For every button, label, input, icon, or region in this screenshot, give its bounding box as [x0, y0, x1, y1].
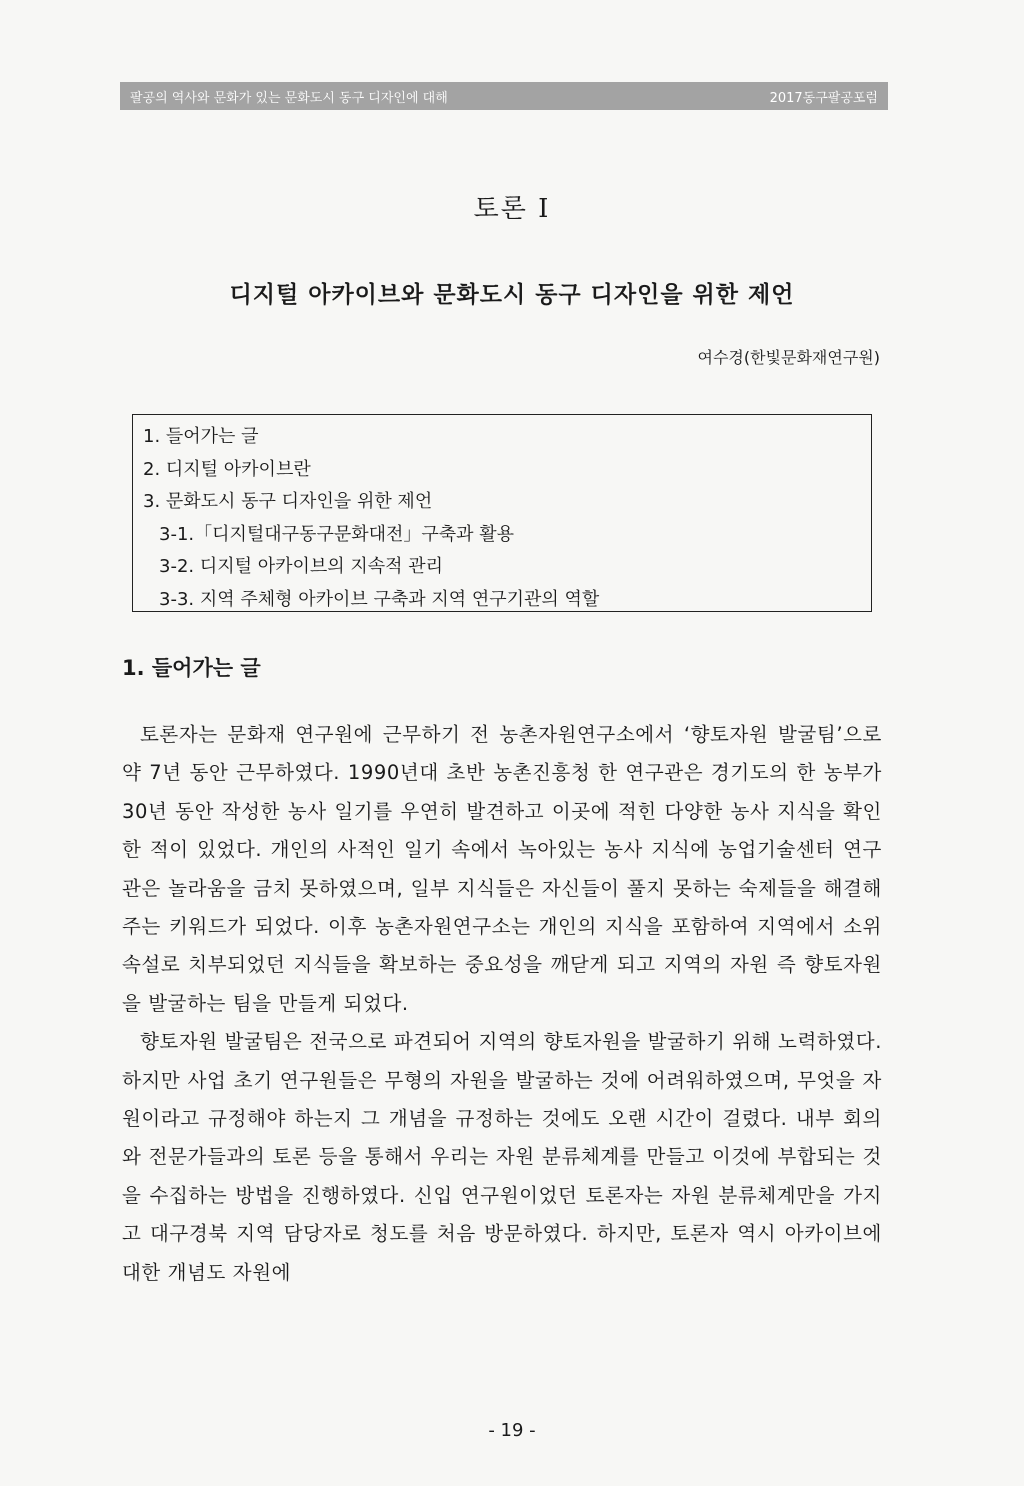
toc-item-3: 3. 문화도시 동구 디자인을 위한 제언	[143, 491, 433, 512]
toc-item-3-3: 3-3. 지역 주체형 아카이브 구축과 지역 연구기관의 역할	[159, 588, 600, 610]
body-text	[122, 716, 882, 1292]
table-of-contents	[132, 414, 872, 612]
toc-item-3-1: 3-1.「디지털대구동구문화대전」구축과 활용	[159, 523, 515, 545]
page-title: 디지털 아카이브와 문화도시 동구 디자인을 위한 제언	[229, 282, 795, 308]
paragraph: 향토자원 발굴팀은 전국으로 파견되어 지역의 향토자원을 발굴하기 위해 노력하였다. 하지만 사업 초기 연구원들은 무형의 자원을 발굴하는 것에 어려워하였으며, 무엇을 자원이라고 규정해야 하는지 그 개념을 규정하는 것에도 오랜 시간이 걸렸다. 내부 회의와 전문가들과의 토론 등을 통해서 우리는 자원 분류체계를 만들고 이것에 부합되는 것을 수집하는 방법을 진행하였다. 신입 연구원이었던 토론자는 자원 분류체계만을 가지고 대구경북 지역 담당자로 청도를 처음 방문하였다. 하지만, 토론자 역시 아카이브에 대한 개념도 자원에	[122, 1030, 882, 1284]
toc-item-1: 1. 들어가는 글	[143, 426, 259, 447]
header-right-text: 2017동구팔공포럼	[769, 90, 878, 106]
section-heading: 1. 들어가는 글	[122, 656, 261, 680]
header-left-text: 팔공의 역사와 문화가 있는 문화도시 동구 디자인에 대해	[130, 90, 448, 106]
chapter-title: 토론 Ⅰ	[473, 194, 551, 224]
toc-item-2: 2. 디지털 아카이브란	[143, 458, 311, 480]
paragraph: 토론자는 문화재 연구원에 근무하기 전 농촌자원연구소에서 ‘향토자원 발굴팀’으로 약 7년 동안 근무하였다. 1990년대 초반 농촌진흥청 한 연구관은 경기도의 한 농부가 30년 동안 작성한 농사 일기를 우연히 발견하고 이곳에 적힌 다양한 농사 지식을 확인한 적이 있었다. 개인의 사적인 일기 속에서 녹아있는 농사 지식에 농업기술센터 연구관은 놀라움을 금치 못하였으며, 일부 지식들은 자신들이 풀지 못하는 숙제들을 해결해 주는 키워드가 되었다. 이후 농촌자원연구소는 개인의 지식을 포함하여 지역에서 소위 속설로 치부되었던 지식들을 확보하는 중요성을 깨닫게 되고 지역의 자원 즉 향토자원을 발굴하는 팀을 만들게 되었다.	[122, 723, 882, 1015]
running-header	[120, 82, 888, 110]
toc-item-3-2: 3-2. 디지털 아카이브의 지속적 관리	[159, 556, 444, 577]
page-number: - 19 -	[488, 1420, 536, 1441]
author-line: 여수경(한빛문화재연구원)	[697, 348, 880, 367]
